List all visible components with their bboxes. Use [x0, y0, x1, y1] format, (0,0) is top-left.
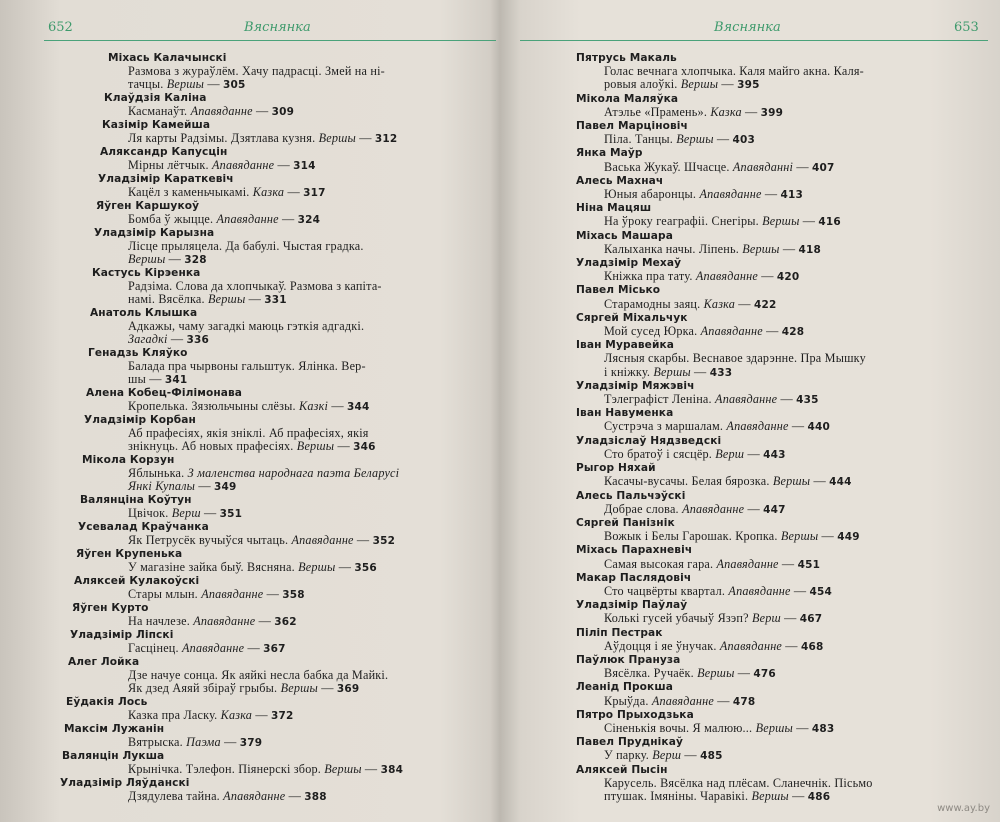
author-name: Аляксей Кулакоўскі: [74, 575, 200, 587]
author-name: Уладзімір Мехаў: [576, 257, 682, 270]
works-line: Самая высокая гара. Апавяданне — 451: [604, 556, 821, 571]
author-name: Валянцін Лукша: [62, 750, 165, 762]
author-name: Усевалад Краўчанка: [78, 521, 209, 533]
works-line: Аўдоцця і яе ўнучак. Апавяданне — 468: [604, 638, 824, 653]
works-line: У парку. Верш — 485: [604, 748, 723, 763]
works-line: Як дзед Аяяй збіраў грыбы. Вершы — 369: [128, 681, 360, 695]
author-name: Павел Марціновіч: [576, 120, 688, 133]
author-name: Аляксандр Капусцін: [100, 146, 228, 158]
works-line: Крынічка. Тэлефон. Піянерскі збор. Вершы — 384: [128, 762, 404, 776]
author-name: Уладзімір Карызна: [94, 227, 215, 239]
works-line: Лясныя скарбы. Веснавое здарэнне. Пра Мышку: [604, 351, 866, 366]
author-name: Кастусь Кірэенка: [92, 267, 201, 279]
works-line: шы — 341: [128, 372, 188, 386]
works-line: Крыўда. Апавяданне — 478: [604, 693, 756, 708]
author-name: Мікола Маляўка: [576, 92, 679, 105]
works-line: Сустрэча з маршалам. Апавяданне — 440: [604, 419, 831, 434]
works-line: Кніжка пра тату. Апавяданне — 420: [604, 269, 800, 284]
works-line: Дзе начуе сонца. Як аяйкі несла бабка да Майкі.: [128, 668, 389, 682]
works-line: Радзіма. Слова да хлопчыкаў. Размова з капіта-: [128, 279, 382, 293]
author-name: Мікола Корзун: [82, 454, 175, 466]
works-line: Як Петрусёк вучыўся чытаць. Апавяданне — 352: [128, 533, 396, 547]
works-line: Лісце прыляцела. Да бабулі. Чыстая градка.: [128, 239, 364, 253]
works-line: Сіненькія вочы. Я малюю... Вершы — 483: [604, 720, 835, 735]
author-name: Алесь Пальчэўскі: [576, 489, 686, 502]
works-line: На начлезе. Апавяданне — 362: [128, 614, 297, 628]
author-name: Уладзімір Корбан: [84, 414, 196, 426]
works-line: У магазіне зайка быў. Вясняна. Вершы — 356: [128, 560, 377, 574]
header-rule: [520, 40, 988, 41]
author-name: Уладзімір Мяжэвіч: [576, 379, 695, 392]
author-name: Рыгор Няхай: [576, 462, 656, 475]
works-line: Вясёлка. Ручаёк. Вершы — 476: [604, 666, 776, 681]
author-name: Леанід Прокша: [576, 681, 673, 694]
author-name: Алена Кобец-Філімонава: [86, 387, 243, 399]
author-name: Макар Паслядовіч: [576, 571, 692, 584]
works-line: Гасцінец. Апавяданне — 367: [128, 641, 286, 655]
author-name: Міхась Машара: [576, 229, 673, 242]
works-line: Вожык і Белы Гарошак. Кропка. Вершы — 449: [604, 529, 860, 544]
works-line: Янкі Купалы — 349: [128, 479, 237, 493]
author-name: Ніна Мацяш: [576, 202, 652, 215]
author-name: Валянціна Коўтун: [80, 494, 192, 506]
works-line: Юныя абаронцы. Апавяданне — 413: [604, 187, 804, 202]
works-line: Вершы — 328: [128, 252, 207, 266]
author-name: Піліп Пестрак: [576, 626, 663, 639]
works-line: Балада пра чырвоны гальштук. Ялінка. Вер-: [128, 359, 366, 373]
works-line: Загадкі — 336: [128, 332, 210, 346]
author-name: Янка Маўр: [576, 147, 643, 160]
author-name: Аляксей Пысін: [576, 763, 668, 776]
works-line: Бомба ў жыцце. Апавяданне — 324: [128, 212, 321, 226]
author-name: Уладзіслаў Нядзведскі: [576, 434, 722, 447]
contents-list: [0, 52, 500, 804]
author-name: Павел Пруднікаў: [576, 736, 683, 749]
author-name: Генадзь Кляўко: [88, 347, 188, 359]
contents-list: [512, 52, 1000, 804]
works-line: Дзядулева тайна. Апавяданне — 388: [128, 789, 327, 803]
author-name: Алесь Махнач: [576, 174, 664, 187]
page-number: 652: [48, 20, 73, 35]
works-line: Казка пра Ласку. Казка — 372: [128, 708, 294, 722]
watermark: www.ay.by: [937, 803, 990, 814]
works-line: Кацёл з каменьчыкамі. Казка — 317: [128, 185, 326, 199]
author-name: Іван Навуменка: [576, 407, 674, 420]
works-line: Сто братоў і сясцёр. Верш — 443: [604, 446, 786, 461]
works-line: На ўроку геаграфіі. Снегіры. Вершы — 416: [604, 214, 841, 229]
page-number: 653: [954, 20, 979, 35]
author-name: Уладзімір Караткевіч: [98, 173, 234, 185]
works-line: Размова з жураўлём. Хачу падрасці. Змей на ні-: [128, 64, 385, 78]
header-rule: [44, 40, 496, 41]
works-line: Касачы-вусачы. Белая бярозка. Вершы — 444: [604, 474, 852, 489]
works-line: Калыханка начы. Ліпень. Вершы — 418: [604, 241, 822, 256]
works-line: намі. Вясёлка. Вершы — 331: [128, 292, 287, 306]
author-name: Клаўдзія Каліна: [104, 92, 207, 104]
works-line: Сто чацвёрты квартал. Апавяданне — 454: [604, 583, 833, 598]
running-title: Вяснянка: [244, 20, 311, 35]
author-name: Паўлюк Прануза: [576, 653, 681, 666]
works-line: Кропелька. Зязюльчыны слёзы. Казкі — 344: [128, 399, 370, 413]
works-line: Добрае слова. Апавяданне — 447: [604, 501, 786, 516]
author-name: Міхась Парахневіч: [576, 544, 693, 557]
author-name: Міхась Калачынскі: [108, 52, 227, 64]
works-line: Адкажы, чаму загадкі маюць гэткія адгадкі.: [128, 319, 365, 333]
works-line: Ля карты Радзімы. Дзятлава кузня. Вершы — 312: [128, 131, 398, 145]
works-line: Старамодны заяц. Казка — 422: [604, 296, 777, 311]
author-name: Казімір Камейша: [102, 119, 211, 131]
works-line: і кніжку. Вершы — 433: [604, 364, 733, 379]
works-line: Васька Жукаў. Шчасце. Апавяданні — 407: [604, 159, 835, 174]
author-name: Сяргей Панізнік: [576, 516, 675, 529]
works-line: Яблынька. З маленства народнага паэта Беларусі: [128, 466, 400, 480]
works-line: тачцы. Вершы — 305: [128, 77, 246, 91]
works-line: Аб прафесіях, якія зніклі. Аб прафесіях, якія: [128, 426, 369, 440]
works-line: Голас вечнага хлопчыка. Каля майго акна. Каля-: [604, 64, 864, 79]
works-line: Касманаўт. Апавяданне — 309: [128, 104, 295, 118]
works-line: ровыя алоўкі. Вершы — 395: [604, 77, 760, 92]
author-name: Уладзімір Паўлаў: [576, 599, 688, 612]
author-name: Еўдакія Лось: [66, 696, 148, 708]
works-line: Вятрыска. Паэма — 379: [128, 735, 263, 749]
works-line: Колькі гусей убачыў Язэп? Верш — 467: [604, 611, 823, 626]
author-name: Яўген Крупенька: [76, 548, 183, 560]
author-name: Анатоль Клышка: [90, 307, 198, 319]
works-line: Цвічок. Верш — 351: [128, 506, 243, 520]
works-line: Мой сусед Юрка. Апавяданне — 428: [604, 324, 805, 339]
author-name: Іван Муравейка: [576, 339, 675, 352]
author-name: Яўген Курто: [72, 602, 149, 614]
author-name: Яўген Каршукоў: [96, 200, 200, 212]
author-name: Алег Лойка: [68, 656, 140, 668]
right-page: [512, 0, 1000, 822]
author-name: Павел Місько: [576, 284, 661, 297]
works-line: Піла. Танцы. Вершы — 403: [604, 132, 756, 147]
author-name: Уладзімір Ліпскі: [70, 629, 174, 641]
works-line: Тэлеграфіст Леніна. Апавяданне — 435: [604, 392, 819, 407]
author-name: Пятрусь Макаль: [576, 52, 677, 64]
author-name: Сяргей Міхальчук: [576, 311, 688, 324]
works-line: Стары млын. Апавяданне — 358: [128, 587, 305, 601]
works-line: Атэлье «Прамень». Казка — 399: [604, 104, 784, 119]
works-line: Карусель. Вясёлка над плёсам. Сланечнік. Пісьмо: [604, 775, 873, 790]
works-line: птушак. Імяніны. Чаравікі. Вершы — 486: [604, 788, 831, 803]
author-name: Уладзімір Ляўданскі: [60, 777, 190, 789]
running-title: Вяснянка: [714, 20, 781, 35]
works-line: знікнуць. Аб новых прафесіях. Вершы — 346: [128, 439, 376, 453]
author-name: Пятро Прыходзька: [576, 708, 694, 721]
works-line: Мірны лётчык. Апавяданне — 314: [128, 158, 316, 172]
author-name: Максім Лужанін: [64, 723, 165, 735]
